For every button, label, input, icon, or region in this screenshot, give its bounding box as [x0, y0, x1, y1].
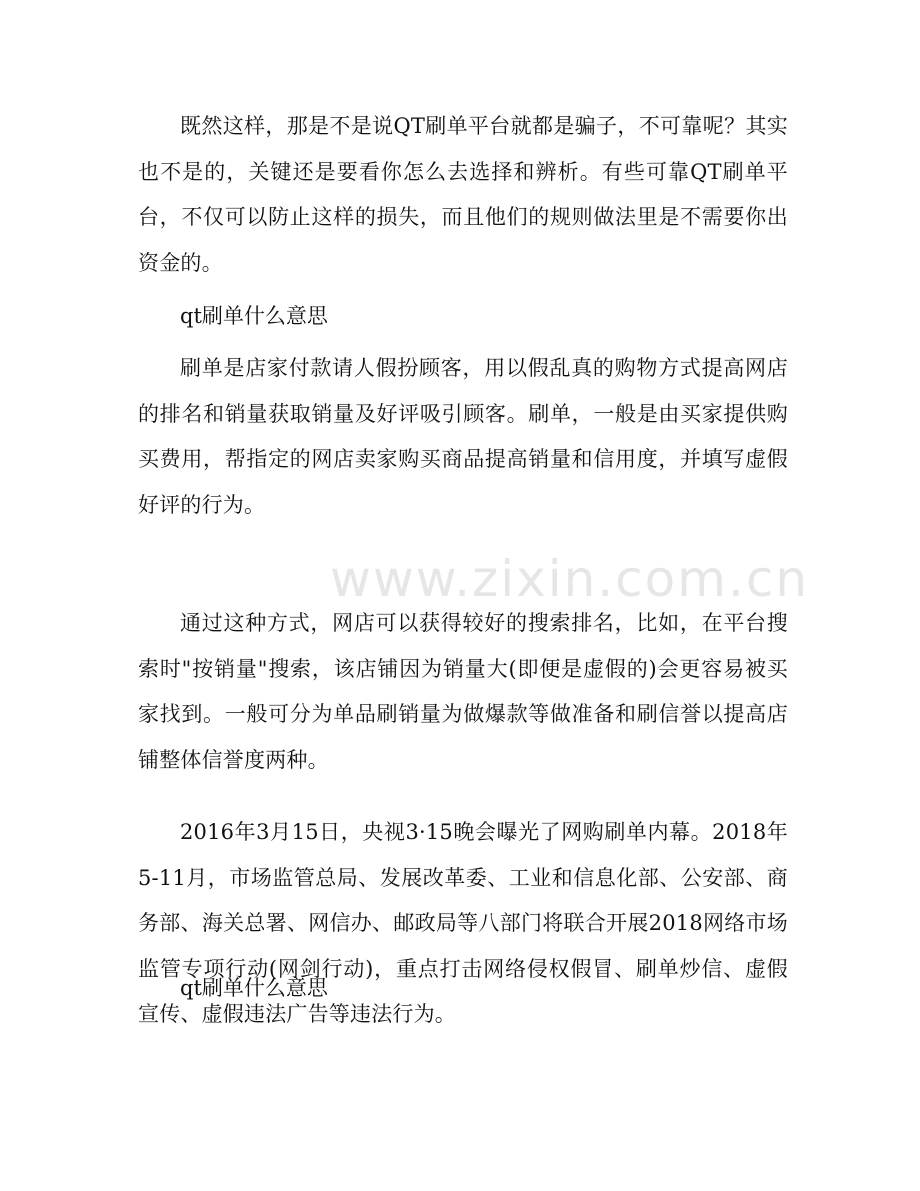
- paragraph-4: 2016年3月15日，央视3·15晚会曝光了网购刷单内幕。2018年5-11月，市场监管总局、发展改革委、工业和信息化部、公安部、商务部、海关总署、网信办、邮政局等八部门将联合开展2018网络市场监管专项行动(网剑行动)，重点打击网络侵权假冒、刷单炒信、虚假宣传、虚假违法广告等违法行为。: [138, 820, 788, 1026]
- watermark: www.zixin.com.cn: [330, 550, 810, 608]
- section-heading-2: qt刷单什么意思: [180, 976, 328, 1000]
- section-heading-1: qt刷单什么意思: [180, 304, 328, 328]
- paragraph-2: 刷单是店家付款请人假扮顾客，用以假乱真的购物方式提高网店的排名和销量获取销量及好评吸引顾客。刷单，一般是由买家提供购买费用，帮指定的网店卖家购买商品提高销量和信用度，并填写虚假好评的行为。: [138, 356, 788, 517]
- paragraph-3: 通过这种方式，网店可以获得较好的搜索排名，比如，在平台搜索时"按销量"搜索，该店铺因为销量大(即便是虚假的)会更容易被买家找到。一般可分为单品刷销量为做爆款等做准备和刷信誉以提高店铺整体信誉度两种。: [138, 611, 788, 772]
- paragraph-1: 既然这样，那是不是说QT刷单平台就都是骗子，不可靠呢？其实也不是的，关键还是要看你怎么去选择和辨析。有些可靠QT刷单平台，不仅可以防止这样的损失，而且他们的规则做法里是不需要你出资金的。: [138, 114, 788, 275]
